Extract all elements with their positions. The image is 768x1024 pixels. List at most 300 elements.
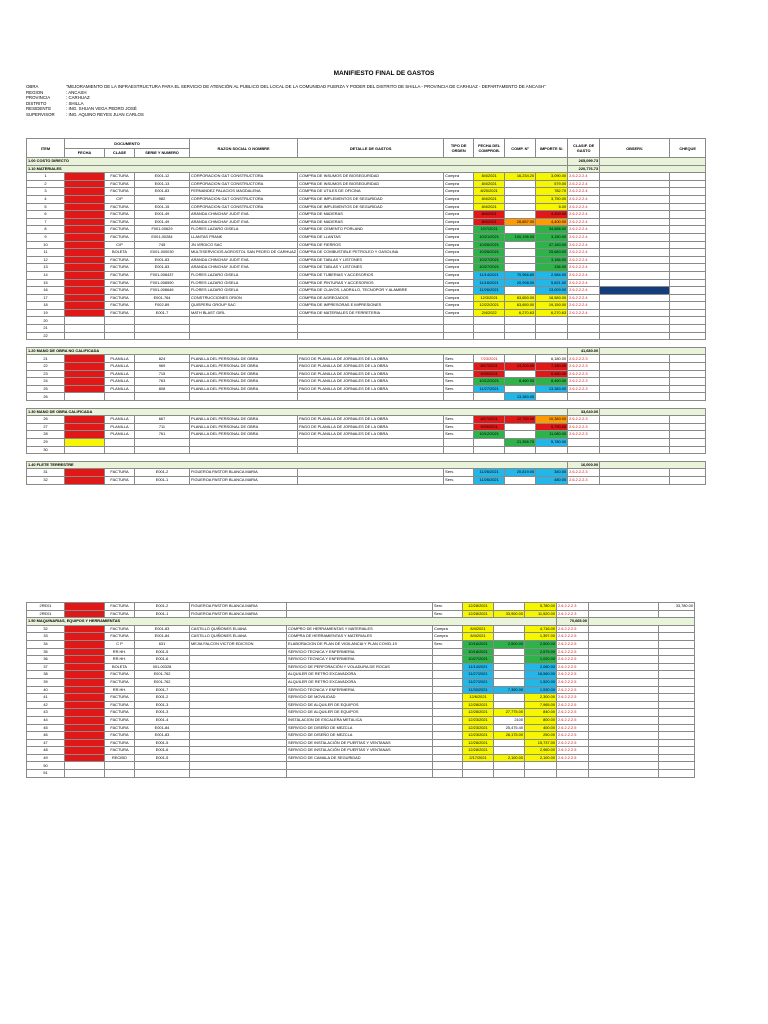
serie-cell [135,325,190,333]
detalle-cell: SERVICIO DE MOVILIDAD [287,694,433,702]
meta-value: : SHILLA [66,100,84,106]
header-fecha: FECHA [65,148,105,158]
observ-cell [589,762,659,770]
cheque-cell [670,363,706,371]
detalle-cell: SERVICIO DE CAMALA DE SEGURIDAD [287,754,433,762]
importe-cell: 34,686.00 [536,226,568,234]
cheque-cell [670,431,706,439]
clasif-cell: 2.6.2.2.2.5 [557,701,589,709]
observ-cell [600,363,670,371]
tipo-cell [433,701,463,709]
tipo-cell [433,709,463,717]
header-serie: SERIE Y NUMERO [135,148,190,158]
clase-cell: FACTURA [105,294,135,302]
fecha-cell [65,195,105,203]
fecha-cell [65,332,105,340]
tipo-cell: Compra [433,633,463,641]
fecha-comprob-cell: 10/21/2021 [474,233,505,241]
razon-cell: PLANILLA DEL PERSONAL DE OBRA [190,423,298,431]
serie-cell: E001-1 [135,610,190,618]
comp-cell: 13,200.00 [505,363,536,371]
fecha-cell [65,355,105,363]
table-row [27,747,695,755]
section-label: 1.10 MATERIALES [27,165,568,173]
fecha-cell [65,476,105,484]
clasif-cell: 2.6.2.2.2.3 [568,476,600,484]
observ-cell [589,648,659,656]
importe-cell: 4,400.00 [536,211,568,219]
detalle-cell: ALQUILER DE RETRO EXCAVADORA [287,678,433,686]
spacer-cell [27,454,706,462]
spacer-row [27,401,706,409]
item-cell: 19 [27,309,65,317]
cheque-cell [659,686,695,694]
detalle-cell [287,770,433,778]
item-cell: 23 [27,370,65,378]
tipo-cell [433,724,463,732]
meta-label: DISTRITO [26,100,47,106]
section-row [27,347,706,355]
tipo-cell: Compra [444,302,474,310]
razon-cell [190,393,298,401]
table-row [27,762,695,770]
importe-cell: 10,380.00 [536,416,568,424]
tipo-cell: Compra [444,195,474,203]
observ-cell [600,233,670,241]
clase-cell: FACTURA [105,203,135,211]
serie-cell [135,438,190,446]
importe-cell: 5,780.00 [525,603,557,611]
clasif-cell: 2.6.2.2.2.4 [568,264,600,272]
section-row [27,461,706,469]
section-label: 1.20 MANO DE OBRA NO CALIFICADA [27,347,568,355]
importe-cell: 250.00 [525,732,557,740]
table-row [27,446,706,454]
importe-cell [536,325,568,333]
section-label: 1.00 COSTO DIRECTO [27,158,568,166]
clase-cell: FACTURA [105,747,135,755]
importe-cell: 2,500.00 [525,640,557,648]
clase-cell: FACTURA [105,694,135,702]
spacer-cell [27,401,706,409]
item-cell: 3 [27,188,65,196]
fecha-cell [65,709,105,717]
table-row [27,287,706,295]
detalle-cell: COMPRA DE TUBERIAS Y ACCESORIOS [298,271,444,279]
fecha-comprob-cell: 12/28/2021 [463,739,494,747]
comp-cell: 2100 [494,716,525,724]
importe-cell: 3,150.00 [536,233,568,241]
fecha-comprob-cell: 8/4/2021 [474,218,505,226]
clase-cell: PLANILLA [105,378,135,386]
clasif-cell: 2.6.2.2.2.3 [568,363,600,371]
item-cell: 1 [27,173,65,181]
clasif-cell: 2.6.2.2.2.4 [568,279,600,287]
meta-label: OBRA [26,84,39,89]
observ-cell [600,431,670,439]
importe-cell [536,393,568,401]
razon-cell [190,686,287,694]
item-cell: 4 [27,195,65,203]
comp-cell: 26,175.00 [494,732,525,740]
item-cell: 47 [27,739,65,747]
detalle-cell: COMPRA DE HERRAMIENTAS Y MATERIALES [287,633,433,641]
razon-cell: FIGUEROA PASTOR BLANCA MARIA [190,603,287,611]
observ-cell [589,701,659,709]
clase-cell: FACTURA [105,678,135,686]
cheque-cell [659,663,695,671]
serie-cell: 969 [135,363,190,371]
importe-cell: 6.00 [536,203,568,211]
clasif-cell: 2.6.2.2.2.4 [568,233,600,241]
table-row [27,476,706,484]
importe-cell: 340.00 [536,469,568,477]
fecha-comprob-cell: 11/30/2021 [463,686,494,694]
razon-cell [190,317,298,325]
meta-value: : CARHUAZ [66,95,90,101]
clase-cell: FACTURA [105,233,135,241]
table-row [27,325,706,333]
serie-cell: E001-83 [135,264,190,272]
tipo-cell: Compra [444,249,474,257]
razon-cell [190,770,287,778]
razon-cell: MATH BLAST GIRL [190,309,298,317]
razon-cell: MULTISERVICIOS AGROSTOL SAN PEDRO DE CARHUAZ [191,249,297,255]
fecha-cell [65,211,105,219]
table-row [27,309,706,317]
fecha-comprob-cell: 11/27/2021 [474,385,505,393]
cheque-cell [670,279,706,287]
importe-cell: 2,575.00 [525,648,557,656]
clasif-cell: 2.6.2.2.2.4 [568,294,600,302]
observ-cell [600,370,670,378]
fecha-cell [65,739,105,747]
observ-cell [589,671,659,679]
serie-cell: E001-7 [135,309,190,317]
table-row [27,716,695,724]
observ-cell [589,770,659,778]
fecha-comprob-cell: 10/27/2021 [474,256,505,264]
fecha-cell [65,416,105,424]
fecha-comprob-cell: 10/12/2021 [474,378,505,386]
clasif-cell [568,332,600,340]
clase-cell: FACTURA [105,180,135,188]
section-empty [600,158,706,166]
tipo-cell [433,739,463,747]
observ-cell [600,378,670,386]
detalle-cell [287,603,433,611]
item-cell: 49 [27,754,65,762]
observ-cell [600,332,670,340]
serie-cell: E001-5 [135,648,190,656]
razon-cell: PLANILLA DEL PERSONAL DE OBRA [190,355,298,363]
serie-cell [135,332,190,340]
item-cell: 28 [27,431,65,439]
fecha-cell [65,325,105,333]
fecha-cell [65,663,105,671]
item-cell: 43 [27,709,65,717]
header-clasif: CLASIF. DE GASTO [568,139,600,158]
fecha-cell [65,438,105,446]
table-row [27,211,706,219]
clase-cell [105,446,135,454]
fecha-cell [65,180,105,188]
observ-cell [600,476,670,484]
fecha-comprob-cell: 11/27/2021 [463,678,494,686]
observ-cell [600,325,670,333]
razon-cell [190,438,298,446]
table-row [27,355,706,363]
item-cell: 32 [27,476,65,484]
importe-cell: 5,780.00 [536,438,568,446]
fecha-comprob-cell: 8/20/2021 [474,188,505,196]
serie-cell: E001-762 [135,678,190,686]
clase-cell: FACTURA [105,211,135,219]
comp-cell [505,476,536,484]
clase-cell [105,438,135,446]
detalle-cell: PAGO DE PLANILLA DE JORNALES DE LA OBRA [298,416,444,424]
serie-cell: E001-49 [135,218,190,226]
fecha-comprob-cell [474,317,505,325]
detalle-cell: SERVICIO DE DISEÑO DE MEZCLA [287,724,433,732]
meta-row [26,84,546,90]
fecha-cell [65,302,105,310]
importe-cell: 2,960.00 [525,747,557,755]
tipo-cell: Compra [444,241,474,249]
serie-cell: E001-5 [135,739,190,747]
importe-cell: 1,520.00 [525,678,557,686]
tipo-cell [433,732,463,740]
importe-cell: 3,090.00 [536,173,568,181]
fecha-comprob-cell: 12/28/2021 [463,709,494,717]
fecha-comprob-cell: 11/26/2021 [474,469,505,477]
item-cell: 24 [27,378,65,386]
fecha-comprob-cell: 10/26/2021 [474,241,505,249]
comp-cell: 70,966.80 [505,271,536,279]
fecha-cell [65,640,105,648]
serie-cell: E001-6 [135,747,190,755]
serie-cell: F002-89 [135,302,190,310]
razon-cell: PLANILLA DEL PERSONAL DE OBRA [190,416,298,424]
tipo-cell [433,656,463,664]
comp-cell [494,633,525,641]
observ-cell [589,663,659,671]
comp-cell [494,671,525,679]
item-cell: 27 [27,423,65,431]
comp-cell [505,180,536,188]
razon-cell [190,648,287,656]
detalle-cell: COMPRA DE LLANTAS [298,233,444,241]
item-cell: 30 [27,446,65,454]
fecha-comprob-cell: 8/4/2021 [474,203,505,211]
cheque-cell [670,423,706,431]
tipo-cell [433,678,463,686]
importe-cell: 1,530.00 [525,686,557,694]
razon-cell: PLANILLA DEL PERSONAL DE OBRA [190,431,298,439]
detalle-cell: COMPRA DE CLAVOS, LADRILLO, TECNOPOR Y ALAMBRE [298,287,444,295]
fecha-comprob-cell: 12/28/2021 [463,701,494,709]
clase-cell [105,325,135,333]
cheque-cell [670,271,706,279]
table-row [27,385,706,393]
fecha-cell [65,393,105,401]
observ-cell [589,716,659,724]
serie-cell: E001-49 [135,211,190,219]
item-cell: 6 [27,211,65,219]
section-empty [600,165,706,173]
serie-cell: E001-13 [135,180,190,188]
clase-cell: C P [105,640,135,648]
importe-cell: 5,621.00 [536,279,568,287]
tipo-cell: Serv. [444,370,474,378]
tipo-cell: Serv. [444,431,474,439]
clasif-cell: 2.6.2.2.2.3 [557,610,589,618]
serie-cell: E001-83 [135,188,190,196]
detalle-cell: PAGO DE PLANILLA DE JORNALES DE LA OBRA [298,370,444,378]
item-cell: 41 [27,694,65,702]
tipo-cell: Serv. [444,476,474,484]
cheque-cell [670,476,706,484]
importe-cell [536,446,568,454]
serie-cell: 745 [135,241,190,249]
fecha-cell [65,279,105,287]
observ-cell [600,438,670,446]
comp-cell: 63,650.00 [505,302,536,310]
item-cell: 2RE01 [27,603,65,611]
clase-cell: FACTURA [105,287,135,295]
clasif-cell: 2.6.2.2.2.4 [568,195,600,203]
clase-cell: PLANILLA [105,370,135,378]
table-row [27,770,695,778]
observ-cell [600,241,670,249]
detalle-cell: SERVICIO TECNICA Y ENFERMERIA [287,648,433,656]
fecha-comprob-cell: 8/4/2021 [463,633,494,641]
clasif-cell [568,325,600,333]
fecha-cell [65,469,105,477]
item-cell: 7 [27,218,65,226]
razon-cell: CASTILLO QUIÑONES ELIANA [190,633,287,641]
clasif-cell: 2.6.2.2.2.5 [557,656,589,664]
table-row [27,603,695,611]
observ-cell [589,739,659,747]
spacer-cell [27,340,706,348]
table-row [27,640,695,648]
table-row [27,671,695,679]
cheque-cell [659,762,695,770]
item-cell: 48 [27,747,65,755]
fecha-cell [65,385,105,393]
cheque-cell [659,716,695,724]
section-amount: 41,680.00 [568,347,600,355]
observ-cell [589,686,659,694]
tipo-cell [433,747,463,755]
importe-cell: 4,716.00 [525,625,557,633]
table-row [27,378,706,386]
tipo-cell: Compra [444,180,474,188]
fecha-comprob-cell: 11/14/2021 [474,271,505,279]
section-empty [600,347,706,355]
serie-cell: E001-3 [135,701,190,709]
clase-cell: RR.HH. [105,648,135,656]
detalle-cell: COMPRA DE FIERROS [298,241,444,249]
fecha-cell [65,656,105,664]
cheque-cell [659,770,695,778]
clase-cell [105,317,135,325]
razon-cell: MEJIA FALCON VICTOR EDICSON [190,640,287,648]
fecha-cell [65,431,105,439]
detalle-cell: COMPRA DE INSUMOS DE BIOSEGURIDAD [298,173,444,181]
observ-cell [600,195,670,203]
fecha-cell [65,226,105,234]
clasif-cell: 2.6.2.2.2.5 [557,747,589,755]
serie-cell: E001-2 [135,469,190,477]
razon-cell: CORPORACION G&T CONSTRUCTORA [190,180,298,188]
clasif-cell: 2.6.2.2.2.4 [568,249,600,257]
detalle-cell [298,446,444,454]
item-cell: 26 [27,393,65,401]
comp-cell: 63,650.00 [505,294,536,302]
observ-cell [600,423,670,431]
cheque-cell [670,378,706,386]
serie-cell: E001-15 [135,203,190,211]
fecha-cell [65,363,105,371]
table-row [27,625,695,633]
razon-cell: CONSTRUCCIONES ORION [190,294,298,302]
fecha-comprob-cell: 9/29/2021 [474,370,505,378]
spacer-row [27,454,706,462]
comp-cell: 21,356.70 [505,438,536,446]
item-cell: 44 [27,716,65,724]
clase-cell: FACTURA [105,264,135,272]
observ-cell [589,747,659,755]
serie-cell: 667 [135,416,190,424]
comp-cell [505,423,536,431]
detalle-cell: PAGO DE PLANILLA DE JORNALES DE LA OBRA [298,355,444,363]
section-amount: 265,099.73 [568,158,600,166]
detalle-cell: COMPRA DE AGREGADOS [298,294,444,302]
fecha-cell [65,686,105,694]
detalle-cell: SERVICIO DE ALQUILER DE EQUIPOS [287,709,433,717]
item-cell: 13 [27,264,65,272]
detalle-cell: COMPRA DE TABLAS Y LISTONES [298,256,444,264]
section-row [27,618,695,626]
fecha-comprob-cell: 12/23/2021 [463,732,494,740]
clase-cell: BOLETA [105,249,135,257]
importe-cell: 3,750.00 [536,195,568,203]
razon-cell [190,762,287,770]
razon-cell [190,446,298,454]
item-cell: 29 [27,438,65,446]
clasif-cell: 2.6.2.2.2.3 [568,378,600,386]
detalle-cell: COMPRA DE IMPLEMENTOS DE SEGURIDAD [298,203,444,211]
clase-cell: FACTURA [105,625,135,633]
clase-cell: FACTURA [105,256,135,264]
clasif-cell: 2.6.2.2.2.5 [557,709,589,717]
tipo-cell: Compra [444,271,474,279]
clasif-cell: 2.6.2.2.2.5 [557,678,589,686]
serie-cell [135,762,190,770]
table-row [27,332,706,340]
item-cell: 51 [27,770,65,778]
tipo-cell: Compra [444,309,474,317]
serie-cell: E001-764 [135,294,190,302]
detalle-cell: PAGO DE PLANILLA DE JORNALES DE LA OBRA [298,423,444,431]
razon-cell [190,332,298,340]
tipo-cell: Compra [444,226,474,234]
detalle-cell: SERVICIO DE INSTALACIÓN DE PUERTAS Y VENTANAS [287,739,433,747]
importe-cell: 2,100.00 [525,754,557,762]
header-importe: IMPORTE S/. [536,139,568,158]
